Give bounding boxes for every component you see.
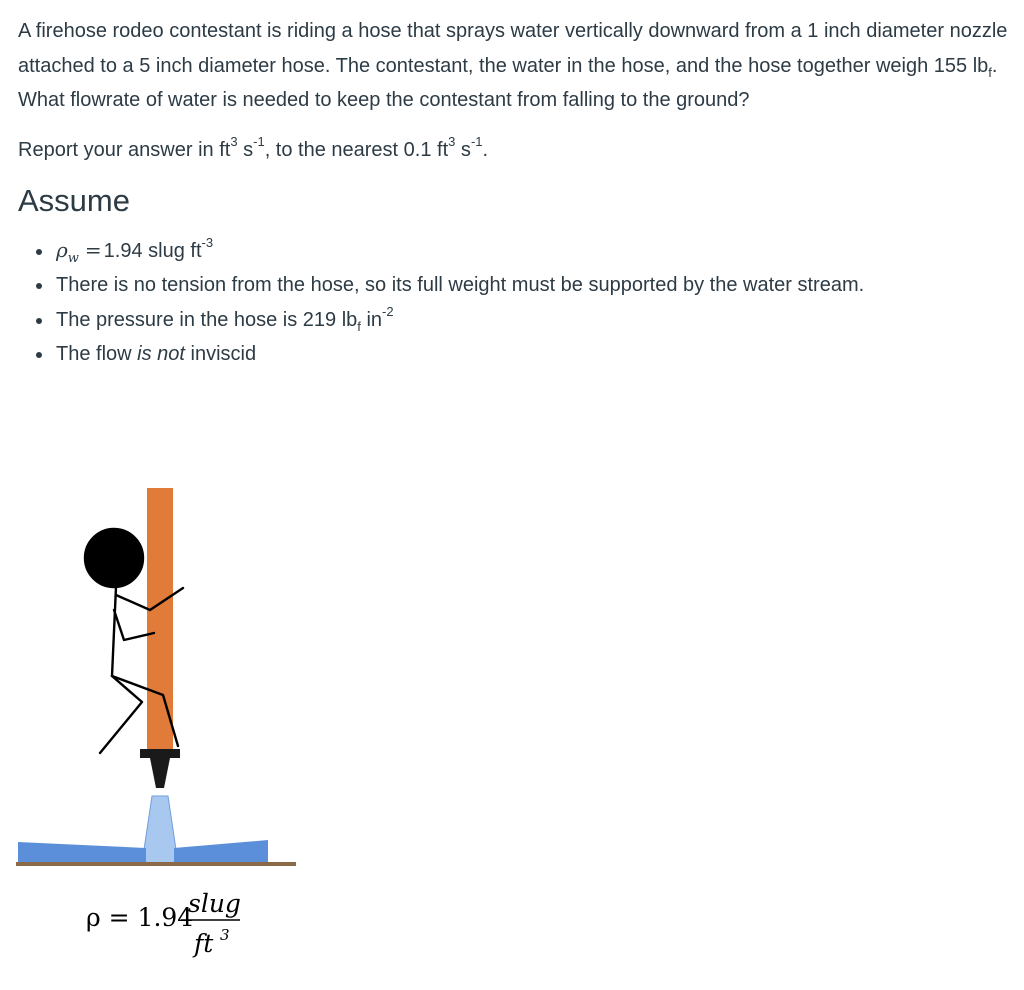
contestant-head [85,529,143,587]
density-formula [86,889,241,958]
assume-heading: Assume [18,182,130,218]
water-splash-right [174,840,268,863]
water-splash-left [18,842,146,863]
firehose-rodeo-diagram [0,470,320,990]
assumptions-list [18,233,1008,372]
question-content [18,14,1008,372]
water-jet [142,796,178,863]
ground-line [16,862,296,866]
nozzle [150,758,170,788]
density-lhs: ρ = 1.94 [86,903,194,932]
report-instruction: Report your answer in $ft^3$ $s^{-1}$, to the nearest 0.1 $ft^3$ $s^{-1}$. [18,133,489,161]
hose [147,488,173,750]
contestant-leg-left [100,676,142,753]
contestant-torso [112,587,116,676]
assumption-viscous: • The flow is not inviscid [54,337,1008,372]
density-numerator: slug [188,889,241,918]
density-denominator-exponent: 3 [220,926,230,944]
density-denominator: ft [194,929,214,958]
assumption-pressure: • The pressure in the hose is 219 $lb_f$ $in^{-2}$ [54,303,1008,338]
question-text: A firehose rodeo contestant is riding a hose that sprays water vertically downward from a 1 inch diameter nozzle attached to a 5 inch diameter hose. The contestant, the water in the hose, and the hose together weigh 155 $lb_f$. What flowrate of water is needed to keep the contestant from falling to the ground? [18,20,1008,111]
nozzle-coupling [140,749,180,758]
assumption-no-tension: • There is no tension from the hose, so its full weight must be supported by the water stream. [54,268,1008,303]
assumption-density: • $\rho_w = 1.94$ slug $ft^{-3}$ [54,233,1008,269]
